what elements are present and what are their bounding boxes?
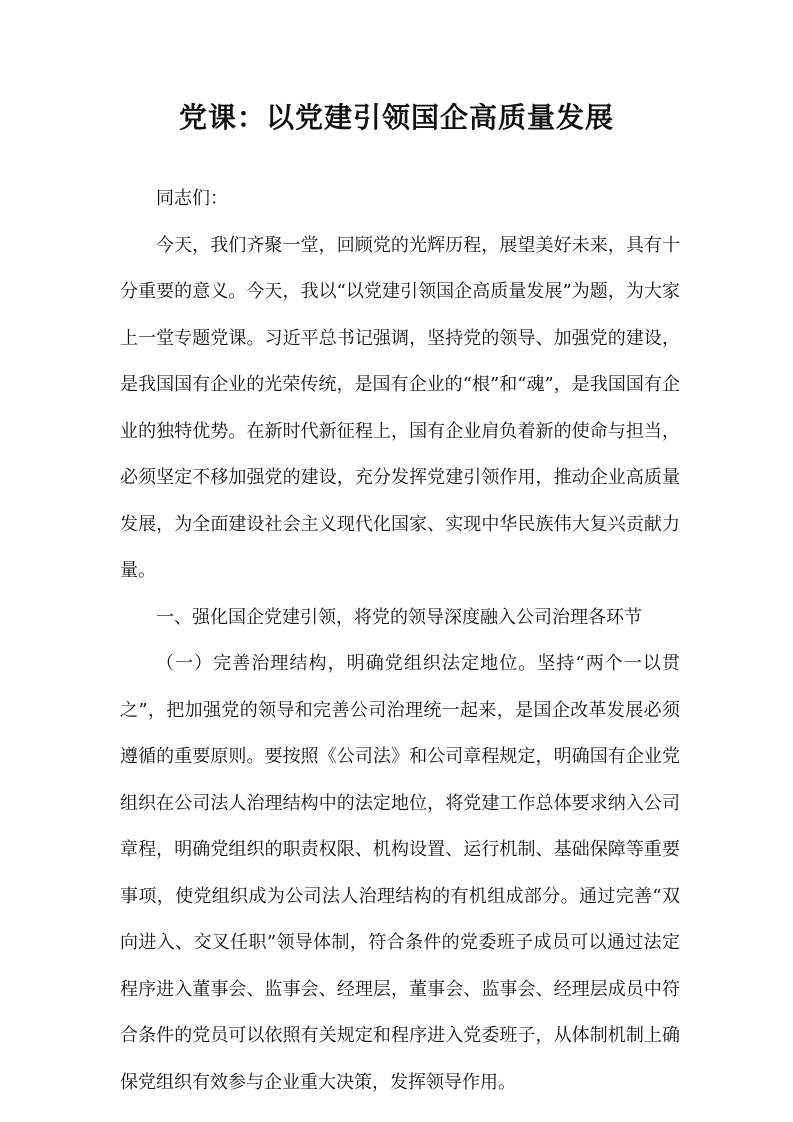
section-heading-1: 一、强化国企党建引领，将党的领导深度融入公司治理各环节 [156,606,642,628]
paragraph-intro: 今天，我们齐聚一堂，回顾党的光辉历程，展望美好未来，具有十分重要的意义。今天，我以“以党建引领国企高质量发展”为题，为大家上一堂专题党课。习近平总书记强调，坚持党的领导、加强党的建设，是我国国有企业的光荣传统，是国有企业的“根”和“魂”，是我国国有企业的独特优势。在新时代新征程上，国有企业肩负着新的使命与担当，必须坚定不移加强党的建设，充分发挥党建引领作用，推动企业高质量发展，为全面建设社会主义现代化国家、实现中华民族伟大复兴贡献力量。 [120,234,680,581]
salutation: 同志们： [156,188,228,209]
document-body [120,176,680,1106]
document-title: 党课：以党建引领国企高质量发展 [178,101,614,134]
paragraph-subsection-1: （一）完善治理结构，明确党组织法定地位。坚持“两个一以贯之”，把加强党的领导和完善公司治理统一起来，是国企改革发展必须遵循的重要原则。要按照《公司法》和公司章程规定，明确国有企业党组织在公司法人治理结构中的法定地位，将党建工作总体要求纳入公司章程，明确党组织的职责权限、机构设置、运行机制、基础保障等重要事项，使党组织成为公司法人治理结构的有机组成部分。通过完善“双向进入、交叉任职”领导体制，符合条件的党委班子成员可以通过法定程序进入董事会、监事会、经理层，董事会、监事会、经理层成员中符合条件的党员可以依照有关规定和程序进入党委班子，从体制机制上确保党组织有效参与企业重大决策，发挥领导作用。 [120,653,680,1093]
